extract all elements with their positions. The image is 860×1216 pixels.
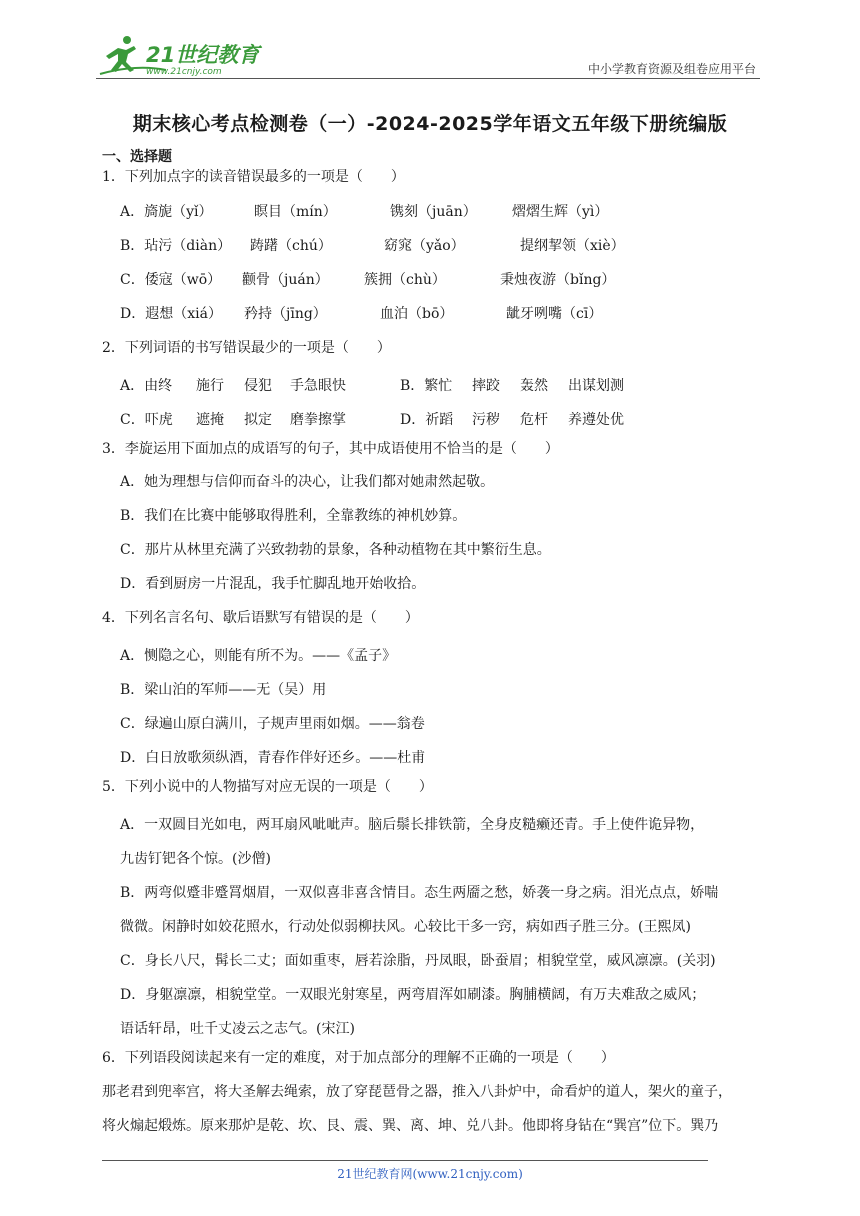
site-logo <box>96 34 266 80</box>
q3-option-c: C．那片从林里充满了兴致勃勃的景象，各种动植物在其中繁衍生息。 <box>120 542 551 558</box>
q5-option-b-line1: B．两弯似蹙非蹙罥烟眉，一双似喜非喜含情目。态生两靥之愁，娇袭一身之病。泪光点点，娇喘 <box>120 885 719 901</box>
q3-option-b: B．我们在比赛中能够取得胜利，全靠教练的神机妙算。 <box>120 508 467 524</box>
q6-passage-line1: 那老君到兜率宫，将大圣解去绳索，放了穿琵琶骨之器，推入八卦炉中，命看炉的道人，架火的童子， <box>102 1084 732 1100</box>
q5-option-b-line2: 微微。闲静时如姣花照水，行动处似弱柳扶风。心较比干多一窍，病如西子胜三分。(王熙凤) <box>120 919 691 935</box>
logo-text: 21世纪教育 <box>146 43 260 67</box>
q3-option-a: A．她为理想与信仰而奋斗的决心，让我们都对她肃然起敬。 <box>120 474 495 490</box>
section-heading: 一、选择题 <box>102 149 172 165</box>
q4-option-a: A．恻隐之心，则能有所不为。——《孟子》 <box>120 648 397 664</box>
q5-option-c: C．身长八尺，髯长二丈；面如重枣，唇若涂脂，丹凤眼，卧蚕眉；相貌堂堂，威风凛凛。(关羽) <box>120 953 716 969</box>
question-6-stem: 6．下列语段阅读起来有一定的难度，对于加点部分的理解不正确的一项是（ ） <box>102 1050 615 1066</box>
q6-passage-line2: 将火煽起煅炼。原来那炉是乾、坎、艮、震、巽、离、坤、兑八卦。他即将身钻在“巽宫”位下。巽乃 <box>102 1118 719 1134</box>
q3-option-d: D．看到厨房一片混乱，我手忙脚乱地开始收拾。 <box>120 576 426 592</box>
logo-url: www.21cnjy.com <box>146 67 222 77</box>
q4-option-c: C．绿遍山原白满川，子规声里雨如烟。——翁卷 <box>120 716 425 732</box>
question-2-stem: 2．下列词语的书写错误最少的一项是（ ） <box>102 340 391 356</box>
q5-option-a-line1: A．一双圆目光如电，两耳扇风呲呲声。脑后鬃长排铁箭，全身皮糙癞还青。手上使件诡异物， <box>120 817 705 833</box>
footer-link[interactable]: 21世纪教育网(www.21cnjy.com) <box>337 1167 523 1181</box>
q5-option-d-line2: 语话轩昂，吐千丈凌云之志气。(宋江) <box>120 1021 355 1037</box>
question-4-stem: 4．下列名言名句、歇后语默写有错误的是（ ） <box>102 610 419 626</box>
q4-option-d: D．白日放歌须纵酒，青春作伴好还乡。——杜甫 <box>120 750 426 766</box>
platform-name: 中小学教育资源及组卷应用平台 <box>587 62 756 76</box>
page-title: 期末核心考点检测卷（一）-2024-2025学年语文五年级下册统编版 <box>132 113 728 135</box>
header-divider <box>96 78 760 79</box>
question-5-stem: 5．下列小说中的人物描写对应无误的一项是（ ） <box>102 779 433 795</box>
q4-option-b: B．梁山泊的军师——无（吴）用 <box>120 682 327 698</box>
footer-divider <box>102 1160 708 1161</box>
q5-option-a-line2: 九齿钉钯各个惊。(沙僧) <box>120 851 271 867</box>
q5-option-d-line1: D．身躯凛凛，相貌堂堂。一双眼光射寒星，两弯眉浑如刷漆。胸脯横阔，有万夫难敌之威风； <box>120 987 706 1003</box>
question-3-stem: 3．李旋运用下面加点的成语写的句子，其中成语使用不恰当的是（ ） <box>102 441 559 457</box>
question-1-stem: 1．下列加点字的读音错误最多的一项是（ ） <box>102 169 405 185</box>
